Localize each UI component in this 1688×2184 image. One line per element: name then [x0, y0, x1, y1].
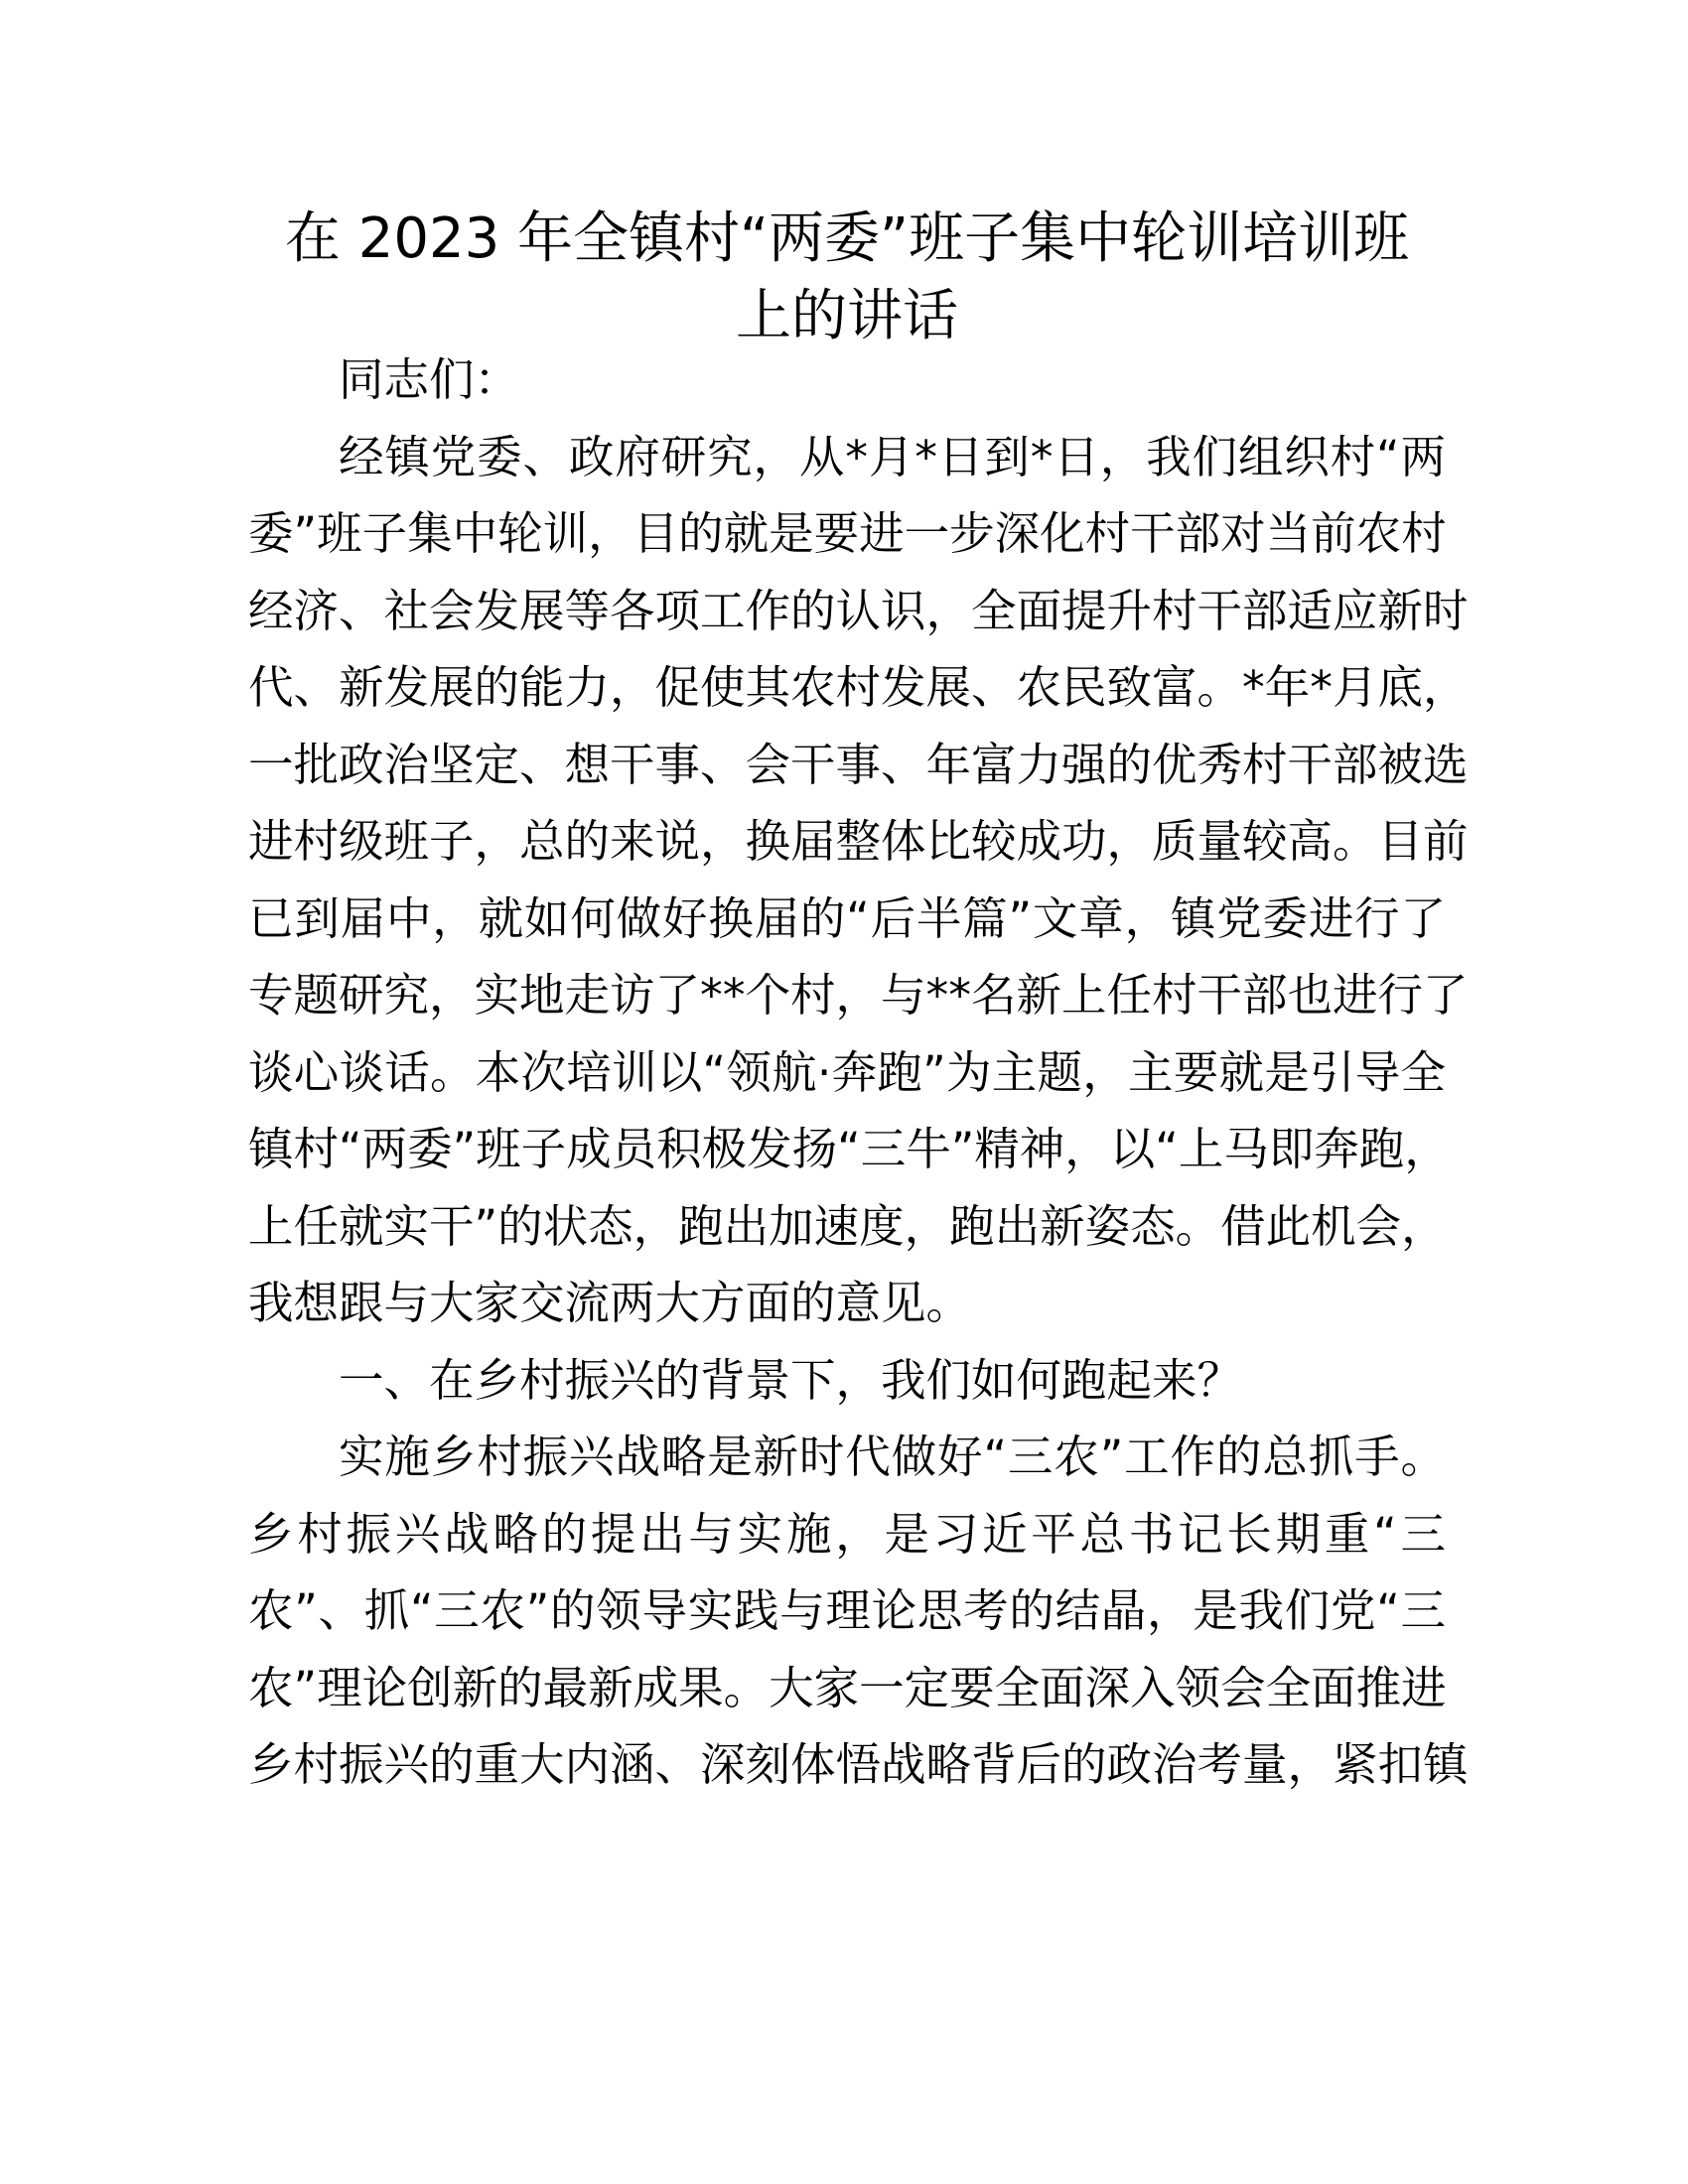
- paragraph-rural-revitalization: [248, 1419, 1469, 1804]
- text-line: 代、新发展的能力，促使其农村发展、农民致富。*年*月底，: [248, 661, 1469, 714]
- salutation: 同志们：: [339, 353, 520, 406]
- title-line-2: 上的讲话: [736, 284, 958, 348]
- title-line-1: 在 2023 年全镇村“两委”班子集中轮训培训班: [284, 206, 1410, 271]
- text-line: 一批政治坚定、想干事、会干事、年富力强的优秀村干部被选: [248, 738, 1469, 791]
- text-line: 谈心谈话。本次培训以“领航·奔跑”为主题，主要就是引导全: [248, 1045, 1446, 1099]
- text-line: 经济、社会发展等各项工作的认识，全面提升村干部适应新时: [248, 584, 1469, 637]
- text-line: 乡村振兴战略的提出与实施，是习近平总书记长期重“三: [248, 1507, 1446, 1561]
- paragraph-intro: [248, 419, 1469, 1342]
- text-line: 农”、抓“三农”的领导实践与理论思考的结晶，是我们党“三: [248, 1584, 1446, 1637]
- text-line: 乡村振兴的重大内涵、深刻体悟战略背后的政治考量，紧扣镇: [248, 1738, 1469, 1791]
- section-heading-1: [248, 1342, 1446, 1420]
- document-title: [248, 201, 1446, 355]
- text-line: 专题研究，实地走访了**个村，与**名新上任村干部也进行了: [248, 969, 1469, 1022]
- text-line: 镇村“两委”班子成员积极发扬“三牛”精神，以“上马即奔跑，: [248, 1123, 1450, 1175]
- text-line: 农”理论创新的最新成果。大家一定要全面深入领会全面推进: [248, 1661, 1447, 1714]
- document-body: [248, 341, 1469, 1804]
- text-line: 委”班子集中轮训，目的就是要进一步深化村干部对当前农村: [248, 507, 1447, 560]
- text-line: 我想跟与大家交流两大方面的意见。: [248, 1277, 972, 1329]
- text-line: 经镇党委、政府研究，从*月*日到*日，我们组织村“两: [339, 430, 1446, 483]
- text-line: 上任就实干”的状态，跑出加速度，跑出新姿态。借此机会，: [248, 1199, 1447, 1253]
- text-line: 实施乡村振兴战略是新时代做好“三农”工作的总抓手。: [339, 1431, 1446, 1483]
- text-line: 已到届中，就如何做好换届的“后半篇”文章，镇党委进行了: [248, 891, 1446, 945]
- text-line: 进村级班子，总的来说，换届整体比较成功，质量较高。目前: [248, 815, 1469, 868]
- heading-line: 一、在乡村振兴的背景下，我们如何跑起来？: [339, 1353, 1243, 1407]
